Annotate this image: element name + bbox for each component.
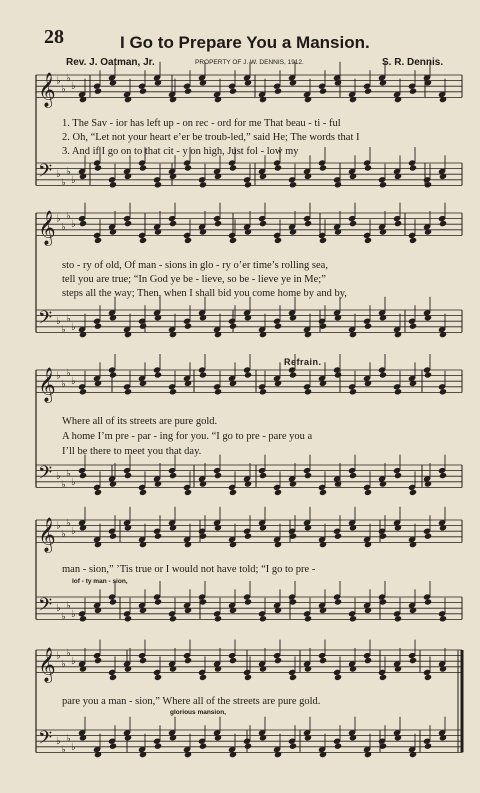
flat-icon: ♭ (61, 479, 66, 491)
notehead (379, 674, 387, 681)
page-number: 28 (44, 26, 64, 48)
notehead (334, 743, 342, 750)
lyric-line: I’ll be there to meet you that day. (62, 446, 202, 457)
flat-icon: ♭ (61, 324, 66, 336)
notehead (334, 533, 342, 540)
notehead (424, 598, 432, 605)
notehead (424, 533, 432, 540)
notehead (439, 220, 447, 227)
notehead (199, 743, 207, 750)
notehead (319, 657, 327, 664)
notehead (379, 181, 387, 188)
flat-icon: ♭ (66, 72, 71, 84)
notehead (349, 220, 357, 227)
lyric-line: 1. The Sav - ior has left up - on rec - ord for me That beau - ti - ful (62, 118, 341, 129)
notehead (139, 657, 147, 664)
flat-icon: ♭ (71, 321, 76, 333)
notehead (154, 743, 162, 750)
notehead (259, 220, 267, 227)
notehead (154, 533, 162, 540)
notehead (274, 237, 282, 244)
notehead (154, 674, 162, 681)
notehead (319, 489, 327, 496)
notehead (184, 657, 192, 664)
notehead (379, 371, 387, 378)
notehead (139, 237, 147, 244)
notehead (364, 88, 372, 95)
notehead (409, 323, 417, 330)
notehead (184, 164, 192, 171)
flat-icon: ♭ (71, 81, 76, 93)
treble-clef-icon: 𝄞 (38, 367, 56, 403)
notehead (409, 237, 417, 244)
notehead (229, 88, 237, 95)
notehead (334, 181, 342, 188)
notehead (214, 388, 222, 395)
notehead (94, 323, 102, 330)
flat-icon: ♭ (56, 370, 61, 382)
flat-icon: ♭ (56, 520, 61, 532)
flat-icon: ♭ (56, 213, 61, 225)
flat-icon: ♭ (71, 219, 76, 231)
flat-icon: ♭ (71, 376, 76, 388)
notehead (124, 472, 132, 479)
notehead (409, 88, 417, 95)
notehead (364, 237, 372, 244)
notehead (244, 598, 252, 605)
notehead (79, 388, 87, 395)
notehead (244, 181, 252, 188)
notehead (259, 472, 267, 479)
notehead (289, 371, 297, 378)
notehead (169, 472, 177, 479)
lyric-line: 3. And if I go on to that cit - y on high, Just fol - low my (62, 146, 299, 157)
flat-icon: ♭ (61, 659, 66, 670)
notehead (79, 220, 87, 227)
flat-icon: ♭ (66, 647, 71, 659)
notehead (139, 323, 147, 330)
notehead (334, 371, 342, 378)
composer-credit: S. R. Dennis. (382, 57, 444, 68)
notehead (214, 615, 222, 622)
notehead (304, 388, 312, 395)
lyric-cue: lof - ty man - sion, (72, 578, 128, 585)
notehead (154, 371, 162, 378)
copyright-notice: PROPERTY OF J. W. DENNIS, 1912. (195, 59, 304, 66)
flat-icon: ♭ (61, 222, 66, 233)
song-title: I Go to Prepare You a Mansion. (120, 33, 370, 52)
notehead (94, 88, 102, 95)
flat-icon: ♭ (66, 468, 71, 480)
notehead (274, 164, 282, 171)
notehead (184, 88, 192, 95)
notehead (154, 598, 162, 605)
notehead (184, 489, 192, 496)
notehead (439, 388, 447, 395)
notehead (199, 181, 207, 188)
notehead (319, 164, 327, 171)
notehead (169, 220, 177, 227)
notehead (394, 388, 402, 395)
notehead (109, 181, 117, 188)
notehead (394, 615, 402, 622)
flat-icon: ♭ (61, 177, 66, 189)
flat-icon: ♭ (61, 744, 66, 756)
notehead (289, 181, 297, 188)
notehead (109, 371, 117, 378)
notehead (394, 472, 402, 479)
lyric-line: steps all the way; Then, when I shall bid you come home by and by, (62, 288, 347, 299)
notehead (424, 674, 432, 681)
flat-icon: ♭ (66, 166, 71, 178)
notehead (439, 472, 447, 479)
notehead (319, 88, 327, 95)
lyric-line: A home I’m pre - par - ing for you. “I go to pre - pare you a (62, 431, 313, 442)
treble-clef-icon: 𝄞 (38, 72, 56, 108)
flat-icon: ♭ (56, 169, 61, 181)
lyric-line: pare you a man - sion,” Where all of the streets are pure gold. (62, 696, 321, 707)
notehead (229, 489, 237, 496)
notehead (214, 220, 222, 227)
lyric-line: tell you are true; “In God ye be - lieve, so be - lieve ye in Me;” (62, 274, 326, 285)
notehead (319, 237, 327, 244)
notehead (199, 371, 207, 378)
notehead (409, 657, 417, 664)
notehead (124, 220, 132, 227)
notehead (259, 615, 267, 622)
notehead (124, 615, 132, 622)
flat-icon: ♭ (66, 517, 71, 529)
flat-icon: ♭ (56, 603, 61, 615)
notehead (349, 472, 357, 479)
notehead (349, 388, 357, 395)
notehead (364, 164, 372, 171)
notehead (274, 323, 282, 330)
notehead (304, 472, 312, 479)
notehead (274, 88, 282, 95)
notehead (109, 598, 117, 605)
notehead (139, 164, 147, 171)
notehead (169, 615, 177, 622)
notehead (139, 489, 147, 496)
flat-icon: ♭ (56, 316, 61, 328)
flat-icon: ♭ (71, 174, 76, 186)
notehead (214, 472, 222, 479)
notehead (94, 657, 102, 664)
flat-icon: ♭ (56, 736, 61, 748)
notehead (424, 371, 432, 378)
notehead (124, 388, 132, 395)
notehead (364, 489, 372, 496)
flat-icon: ♭ (56, 650, 61, 662)
bass-clef-icon: 𝄢 (38, 462, 53, 488)
author-credit: Rev. J. Oatman, Jr. (66, 57, 155, 68)
flat-icon: ♭ (66, 367, 71, 379)
notehead (109, 533, 117, 540)
notehead (259, 388, 267, 395)
flat-icon: ♭ (71, 741, 76, 753)
flat-icon: ♭ (56, 75, 61, 87)
flat-icon: ♭ (61, 611, 66, 623)
treble-clef-icon: 𝄞 (38, 647, 56, 683)
notehead (244, 533, 252, 540)
flat-icon: ♭ (66, 733, 71, 745)
notehead (94, 164, 102, 171)
notehead (289, 743, 297, 750)
flat-icon: ♭ (66, 210, 71, 222)
notehead (244, 674, 252, 681)
lyric-line: Where all of its streets are pure gold. (62, 416, 218, 427)
notehead (439, 615, 447, 622)
notehead (94, 237, 102, 244)
notehead (274, 657, 282, 664)
notehead (139, 88, 147, 95)
flat-icon: ♭ (71, 656, 76, 668)
notehead (184, 237, 192, 244)
lyric-line: man - sion,” ’Tis true or I would not have told; “I go to pre - (62, 564, 316, 575)
notehead (79, 472, 87, 479)
notehead (109, 743, 117, 750)
notehead (349, 615, 357, 622)
notehead (409, 489, 417, 496)
flat-icon: ♭ (66, 313, 71, 325)
notehead (229, 657, 237, 664)
flat-icon: ♭ (61, 379, 66, 390)
flat-icon: ♭ (61, 84, 66, 95)
notehead (229, 237, 237, 244)
notehead (364, 657, 372, 664)
treble-clef-icon: 𝄞 (38, 210, 56, 246)
flat-icon: ♭ (61, 529, 66, 540)
refrain-label: Refrain. (284, 357, 322, 367)
notehead (409, 164, 417, 171)
notehead (94, 489, 102, 496)
notehead (274, 489, 282, 496)
notehead (334, 674, 342, 681)
notehead (169, 388, 177, 395)
notehead (184, 323, 192, 330)
flat-icon: ♭ (56, 471, 61, 483)
notehead (334, 598, 342, 605)
bass-clef-icon: 𝄢 (38, 727, 53, 753)
notehead (304, 220, 312, 227)
notehead (304, 615, 312, 622)
bass-clef-icon: 𝄢 (38, 594, 53, 620)
notehead (244, 371, 252, 378)
lyric-line: 2. Oh, “Let not your heart e’er be troub-led,” said He; The words that I (62, 132, 360, 143)
flat-icon: ♭ (71, 476, 76, 488)
notehead (79, 615, 87, 622)
treble-clef-icon: 𝄞 (38, 517, 56, 553)
flat-icon: ♭ (71, 608, 76, 620)
notehead (199, 674, 207, 681)
notehead (364, 323, 372, 330)
notehead (109, 674, 117, 681)
notehead (289, 674, 297, 681)
flat-icon: ♭ (66, 600, 71, 612)
notehead (424, 743, 432, 750)
notehead (229, 164, 237, 171)
lyric-line: sto - ry of old, Of man - sions in glo - ry o’er time’s rolling sea, (62, 260, 328, 271)
bass-clef-icon: 𝄢 (38, 307, 53, 333)
notehead (244, 743, 252, 750)
bass-clef-icon: 𝄢 (38, 160, 53, 186)
lyric-cue: glorious mansion, (170, 709, 226, 716)
notehead (394, 220, 402, 227)
notehead (154, 181, 162, 188)
flat-icon: ♭ (71, 526, 76, 538)
